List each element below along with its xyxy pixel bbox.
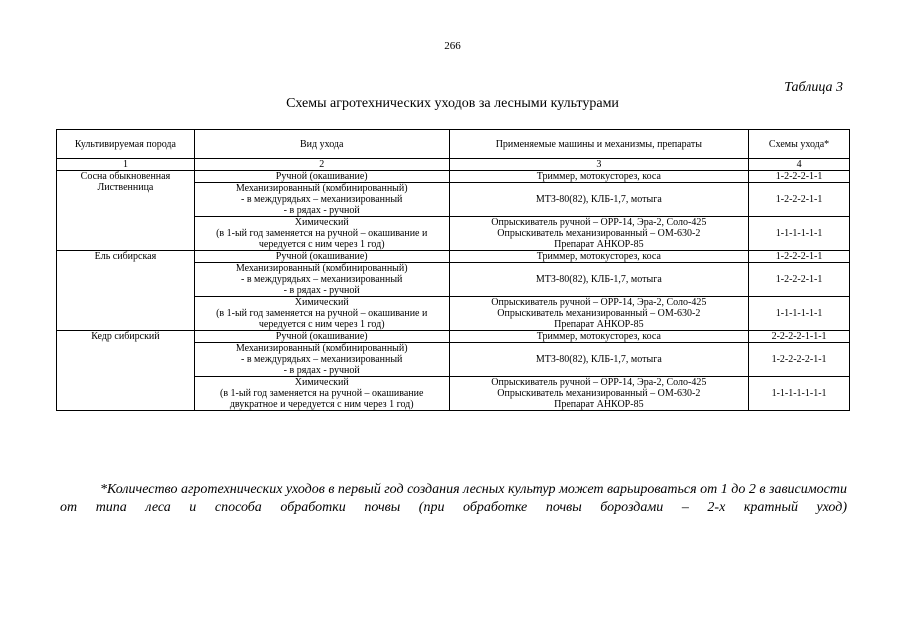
machines-line: Опрыскиватель ручной – ОРР-14, Эра-2, Соло-425 (491, 297, 707, 308)
header-scheme: Схемы ухода* (749, 130, 850, 159)
care-type-line: - в междурядьях – механизированный (241, 274, 403, 285)
table-row (57, 331, 850, 343)
care-type-line: Механизированный (комбинированный) (235, 263, 408, 274)
care-type-line: Механизированный (комбинированный) (235, 343, 408, 354)
care-type-line: - в рядах - ручной (283, 205, 360, 216)
machines-cell (449, 251, 749, 263)
machines-cell (449, 171, 749, 183)
care-type-cell (194, 263, 449, 297)
species-name: Лиственница (97, 182, 154, 193)
machines-line: МТЗ-80(82), КЛБ-1,7, мотыга (535, 354, 662, 365)
header-species: Культивируемая порода (57, 130, 195, 159)
column-number: 1 (57, 159, 195, 171)
care-type-line: Ручной (окашивание) (275, 331, 368, 342)
species-name: Ель сибирская (94, 251, 157, 262)
table-label: Таблица 3 (784, 80, 843, 95)
scheme-cell: 1-2-2-2-1-1 (749, 263, 850, 297)
table-row (57, 251, 850, 263)
machines-line: Триммер, мотокусторез, коса (536, 171, 661, 182)
care-type-line: Химический (294, 297, 349, 308)
column-number: 4 (749, 159, 850, 171)
care-type-cell (194, 217, 449, 251)
machines-cell (449, 297, 749, 331)
care-type-line: Химический (294, 217, 349, 228)
table-row (57, 171, 850, 183)
care-type-line: (в 1-ый год заменяется на ручной – окашивание (219, 388, 424, 399)
machines-cell (449, 343, 749, 377)
page-number: 266 (444, 40, 461, 52)
machines-cell (449, 217, 749, 251)
care-type-line: (в 1-ый год заменяется на ручной – окашивание и (216, 308, 428, 319)
machines-line: Триммер, мотокусторез, коса (536, 251, 661, 262)
machines-line: Опрыскиватель механизированный – ОМ-630-2 (497, 228, 701, 239)
column-number: 3 (449, 159, 749, 171)
column-number: 2 (194, 159, 449, 171)
machines-cell (449, 183, 749, 217)
machines-line: Опрыскиватель ручной – ОРР-14, Эра-2, Соло-425 (491, 217, 707, 228)
scheme-cell: 1-2-2-2-2-1-1 (749, 343, 850, 377)
care-type-cell (194, 251, 449, 263)
care-type-line: (в 1-ый год заменяется на ручной – окашивание и (216, 228, 428, 239)
care-type-cell (194, 377, 449, 411)
machines-line: Опрыскиватель механизированный – ОМ-630-2 (497, 388, 701, 399)
machines-line: МТЗ-80(82), КЛБ-1,7, мотыга (535, 194, 662, 205)
table-title: Схемы агротехнических уходов за лесными культурами (286, 96, 619, 111)
machines-cell (449, 263, 749, 297)
care-type-line: Ручной (окашивание) (275, 171, 368, 182)
scheme-cell: 1-2-2-2-1-1 (749, 171, 850, 183)
machines-line: МТЗ-80(82), КЛБ-1,7, мотыга (535, 274, 662, 285)
table-header-row (57, 130, 850, 159)
machines-cell (449, 377, 749, 411)
care-schemes-table (56, 129, 850, 411)
care-type-cell (194, 343, 449, 377)
species-name: Сосна обыкновенная (80, 171, 171, 182)
scheme-cell: 1-1-1-1-1-1 (749, 217, 850, 251)
care-type-cell (194, 171, 449, 183)
footnote: *Количество агротехнических уходов в первый год создания лесных культур может варьироваться от 1 до 2 в зависимости от типа леса и способа обработки почвы (при обработке почвы бороздами – 2-х кратный уход) (60, 482, 847, 515)
care-type-line: - в рядах - ручной (283, 285, 360, 296)
care-type-cell (194, 331, 449, 343)
care-type-line: Механизированный (комбинированный) (235, 183, 408, 194)
care-type-line: чередуется с ним через 1 год) (258, 239, 385, 250)
care-type-line: - в рядах - ручной (283, 365, 360, 376)
care-type-line: двукратное и чередуется с ним через 1 год) (229, 399, 414, 410)
care-type-line: - в междурядьях – механизированный (241, 194, 403, 205)
machines-line: Препарат АНКОР-85 (554, 239, 644, 250)
machines-line: Опрыскиватель механизированный – ОМ-630-2 (497, 308, 701, 319)
scheme-cell: 1-1-1-1-1-1-1 (749, 377, 850, 411)
header-care-type: Вид ухода (194, 130, 449, 159)
scheme-cell: 2-2-2-2-1-1-1 (749, 331, 850, 343)
machines-line: Препарат АНКОР-85 (554, 319, 644, 330)
care-type-line: - в междурядьях – механизированный (241, 354, 403, 365)
machines-line: Опрыскиватель ручной – ОРР-14, Эра-2, Соло-425 (491, 377, 707, 388)
header-machines: Применяемые машины и механизмы, препараты (449, 130, 749, 159)
machines-line: Триммер, мотокусторез, коса (536, 331, 661, 342)
column-number-row (57, 159, 850, 171)
scheme-cell: 1-1-1-1-1-1 (749, 297, 850, 331)
care-type-line: Химический (294, 377, 349, 388)
care-type-line: Ручной (окашивание) (275, 251, 368, 262)
species-name: Кедр сибирский (91, 331, 160, 342)
machines-cell (449, 331, 749, 343)
scheme-cell: 1-2-2-2-1-1 (749, 251, 850, 263)
care-type-cell (194, 297, 449, 331)
species-cell (57, 171, 195, 251)
care-type-cell (194, 183, 449, 217)
species-cell (57, 331, 195, 411)
species-cell (57, 251, 195, 331)
machines-line: Препарат АНКОР-85 (554, 399, 644, 410)
scheme-cell: 1-2-2-2-1-1 (749, 183, 850, 217)
care-type-line: чередуется с ним через 1 год) (258, 319, 385, 330)
